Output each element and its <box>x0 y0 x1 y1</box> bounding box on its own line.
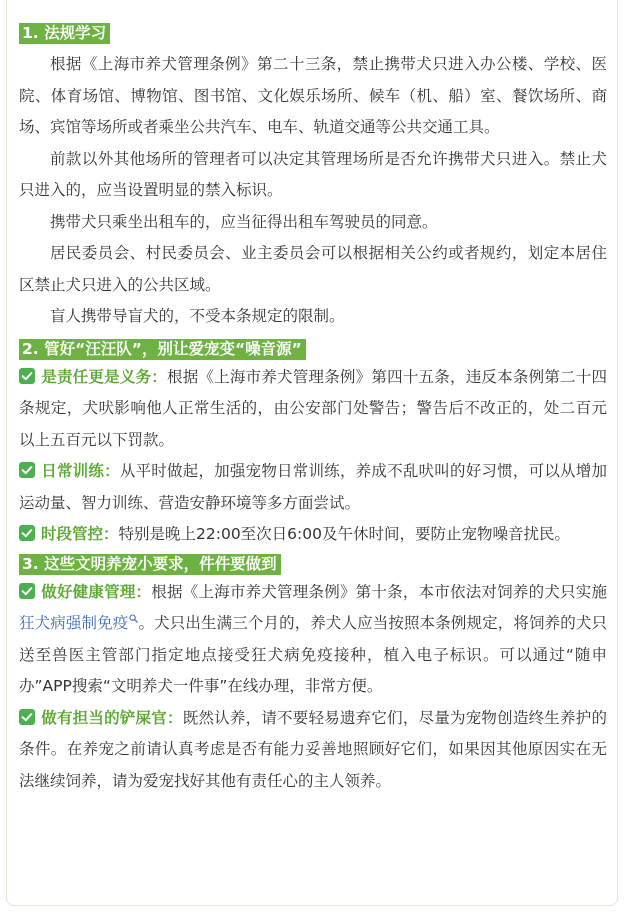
paragraph: 携带犬只乘坐出租车的，应当征得出租车驾驶员的同意。 <box>50 212 438 231</box>
paragraph: 盲人携带导盲犬的，不受本条规定的限制。 <box>50 307 345 325</box>
section-heading: 3. 这些文明养宠小要求，件件要做到 <box>19 554 281 575</box>
item-lead: 做好健康管理： <box>41 582 152 601</box>
search-icon[interactable] <box>129 614 138 623</box>
list-item <box>19 519 607 551</box>
article-card <box>6 0 618 906</box>
check-box-icon <box>19 709 35 725</box>
item-text: 根据《上海市养犬管理条例》第十条，本市依法对饲养的犬只实施 <box>151 582 607 601</box>
item-lead: 是责任更是义务： <box>41 367 167 386</box>
check-box-icon <box>19 525 35 541</box>
list-item <box>19 703 607 798</box>
check-box-icon <box>19 368 35 384</box>
item-text: 从平时做起，加强宠物日常训练，养成不乱吠叫的好习惯，可以从增加运动量、智力训练、营造安静环境等多方面尝试。 <box>19 462 607 512</box>
item-text: 根据《上海市养犬管理条例》第四十五条，违反本条例第二十四条规定，犬吠影响他人正常生活的，由公安部门处警告；警告后不改正的，处二百元以上五百元以下罚款。 <box>19 367 607 449</box>
item-lead: 时段管控： <box>41 525 119 543</box>
item-text: 既然认养，请不要轻易遗弃它们，尽量为宠物创造终生养护的条件。在养宠之前请认真考虑是否有能力妥善地照顾好它们，如果因其他原因实在无法继续饲养，请为爱宠找好其他有责任心的主人领养。 <box>19 708 607 790</box>
item-text: 特别是晚上22:00至次日6:00及午休时间，要防止宠物噪音扰民。 <box>118 525 570 543</box>
paragraph: 居民委员会、村民委员会、业主委员会可以根据相关公约或者规约，划定本居住区禁止犬只进入的公共区域。 <box>19 244 607 294</box>
paragraph: 前款以外其他场所的管理者可以决定其管理场所是否允许携带犬只进入。禁止犬只进入的，应当设置明显的禁入标识。 <box>19 149 607 199</box>
item-lead: 做有担当的铲屎官： <box>41 708 183 727</box>
item-lead: 日常训练： <box>41 462 120 480</box>
section-heading: 2. 管好“汪汪队”，别让爱宠变“噪音源” <box>19 339 306 360</box>
section-2 <box>19 333 607 551</box>
list-item <box>19 362 607 457</box>
section-heading: 1. 法规学习 <box>19 23 110 44</box>
paragraph: 根据《上海市养犬管理条例》第二十三条，禁止携带犬只进入办公楼、学校、医院、体育场馆、博物馆、图书馆、文化娱乐场所、候车（机、船）室、餐饮场所、商场、宾馆等场所或者乘坐公共汽车、电车、轨道交通等公共交通工具。 <box>19 55 607 136</box>
list-item <box>19 577 607 703</box>
check-box-icon <box>19 462 35 478</box>
article-content <box>19 22 607 797</box>
section-1 <box>19 22 607 333</box>
item-text: 。犬只出生满三个月的，养犬人应当按照本条例规定，将饲养的犬只送至兽医主管部门指定地点接受狂犬病免疫接种，植入电子标识。可以通过“随申办”APP搜索“文明养犬一件事”在线办理，非常方便。 <box>19 614 607 695</box>
check-box-icon <box>19 583 35 599</box>
section-3 <box>19 551 607 798</box>
rabies-immunization-link[interactable]: 狂犬病强制免疫 <box>19 614 129 632</box>
list-item <box>19 456 607 519</box>
